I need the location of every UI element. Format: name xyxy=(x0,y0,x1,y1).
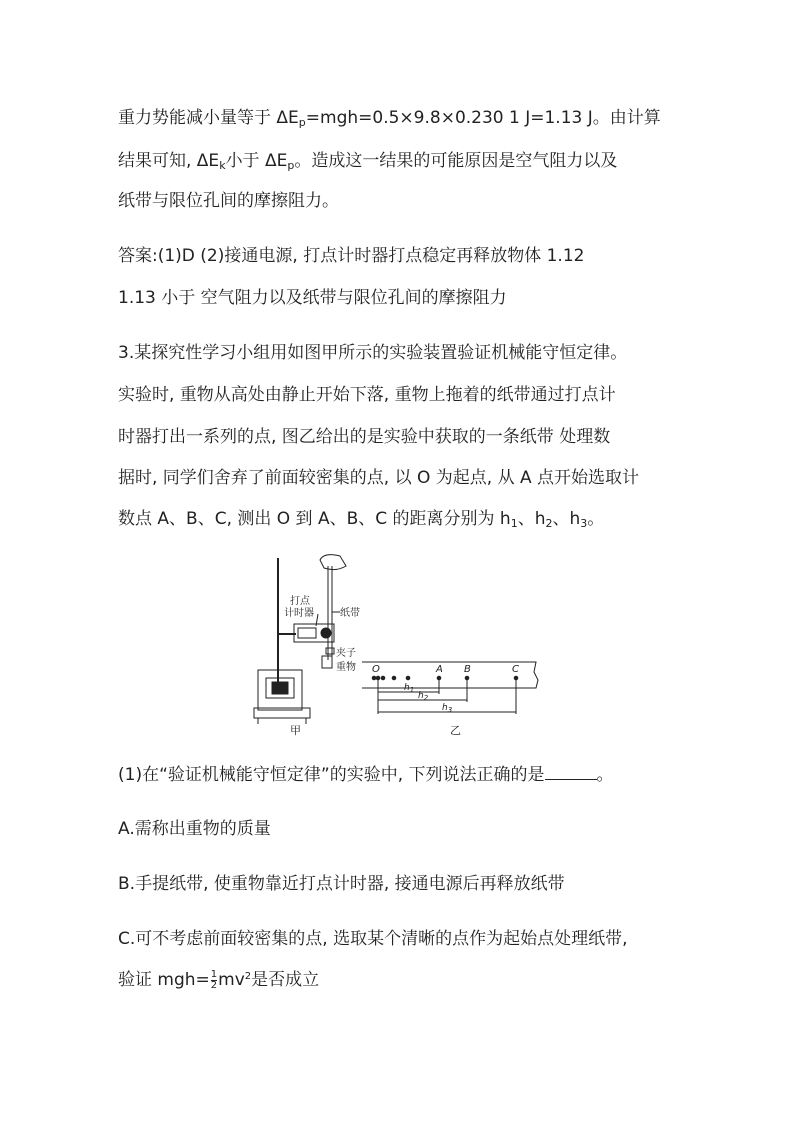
caption-right: 乙 xyxy=(450,724,461,737)
option-c-line1: C.可不考虑前面较密集的点, 选取某个清晰的点作为起始点处理纸带, xyxy=(118,929,628,949)
label-timer-2: 计时器 xyxy=(284,608,314,619)
dot-4 xyxy=(392,676,396,680)
q3-line3: 时器打出一系列的点, 图乙给出的是实验中获取的一条纸带 处理数 xyxy=(118,427,611,447)
q3-line5: 数点 A、B、C, 测出 O 到 A、B、C 的距离分别为 $h_1$、$h_2$、$h_3$。 xyxy=(118,509,605,530)
option-a: A.需称出重物的质量 xyxy=(118,819,271,839)
dot-5 xyxy=(406,676,410,680)
caption-left: 甲 xyxy=(290,724,301,737)
stand-base-inner xyxy=(272,682,288,694)
fraction-half: $\frac{1}{2}$ xyxy=(210,968,218,991)
label-clip: 夹子 xyxy=(336,648,356,659)
clip xyxy=(326,648,334,654)
h1-label: $h_1$ xyxy=(404,683,415,694)
point-a-label: A xyxy=(436,664,443,675)
dot-1 xyxy=(372,676,376,680)
para1-line1: 重力势能减小量等于 $\Delta E_p=mgh=0.5\times 9.8\times 0.230$ 1 J=1.13 J。由计算 xyxy=(118,108,661,129)
para1-line2: 结果可知, $\Delta E_k$小于 $\Delta E_p$。造成这一结果的可能原因是空气阻力以及 xyxy=(118,151,618,172)
weight xyxy=(322,656,332,668)
q3-line1: 3.某探究性学习小组用如图甲所示的实验装置验证机械能守恒定律。 xyxy=(118,343,628,363)
answer-blank[interactable] xyxy=(545,765,597,780)
figure-drawing xyxy=(250,552,542,740)
timer-inner xyxy=(298,628,316,638)
sub1-stem: (1)在“验证机械能守恒定律”的实验中, 下列说法正确的是 。 xyxy=(118,765,614,785)
q3-line4: 据时, 同学们舍弃了前面较密集的点, 以 O 为起点, 从 A 点开始选取计 xyxy=(118,468,640,488)
option-b: B.手提纸带, 使重物靠近打点计时器, 接通电源后再释放纸带 xyxy=(118,874,565,894)
para1-line3: 纸带与限位孔间的摩擦阻力。 xyxy=(118,191,339,211)
hand-shape xyxy=(320,555,346,570)
point-o-label: O xyxy=(372,664,380,675)
h2-label: $h_2$ xyxy=(418,691,429,702)
label-tape: 纸带 xyxy=(340,608,360,619)
option-c-line2: 验证 mgh= $\frac{1}{2}$ $mv^2$是否成立 xyxy=(118,968,320,991)
timer-dot xyxy=(321,628,331,638)
experiment-figure xyxy=(250,552,542,740)
label-weight: 重物 xyxy=(336,662,356,673)
q3-line2: 实验时, 重物从高处由静止开始下落, 重物上拖着的纸带通过打点计 xyxy=(118,385,616,405)
answer-line1: 答案:(1)D (2)接通电源, 打点计时器打点稳定再释放物体 1.12 xyxy=(118,246,585,266)
point-b-label: B xyxy=(464,664,471,675)
answer-line2: 1.13 小于 空气阻力以及纸带与限位孔间的摩擦阻力 xyxy=(118,288,507,308)
h3-label: $h_3$ xyxy=(442,703,453,714)
point-c-label: C xyxy=(512,664,519,675)
label-timer-1: 打点 xyxy=(290,596,310,607)
dot-3 xyxy=(381,676,385,680)
